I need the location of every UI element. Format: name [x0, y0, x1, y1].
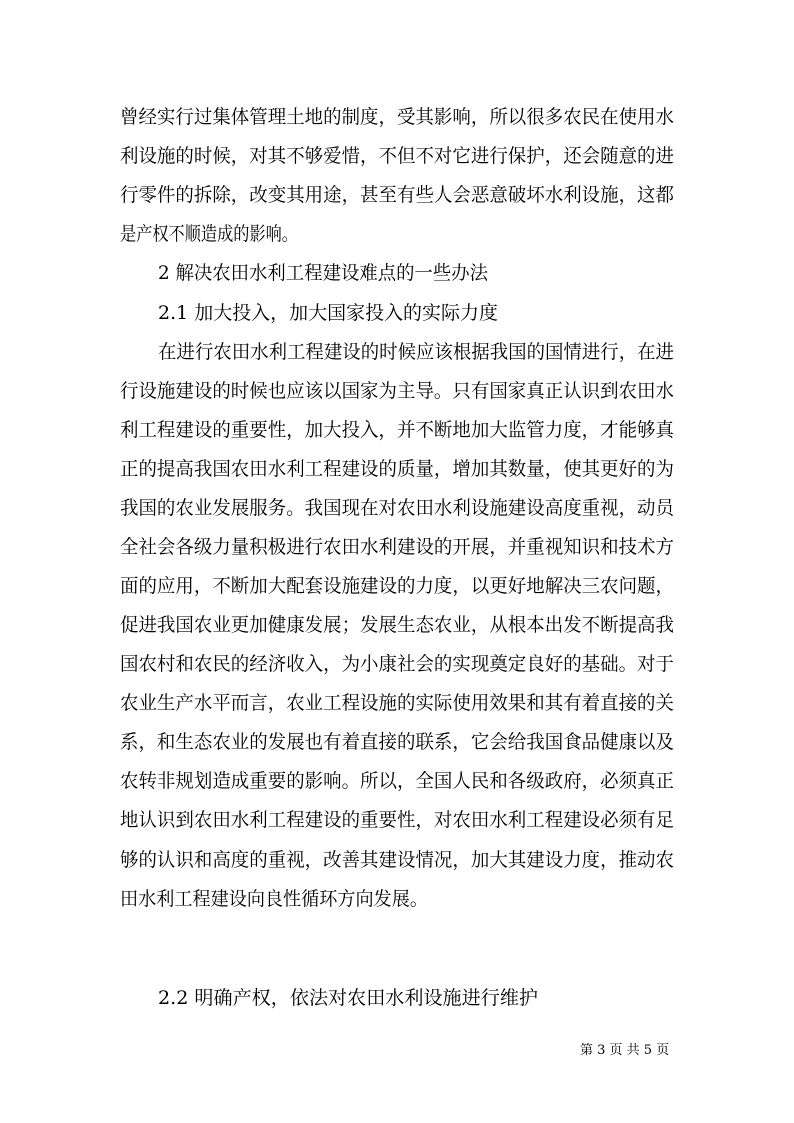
text-line-content: 行设施建设的时候也应该以国家为主导。只有国家真正认识到农田水 — [120, 380, 674, 402]
text-line-content: 曾经实行过集体管理土地的制度，受其影响，所以很多农民在使用水 — [120, 106, 674, 128]
text-line-content: 行零件的拆除，改变其用途，甚至有些人会恶意破坏水利设施，这都 — [120, 184, 674, 206]
text-line-content: 地认识到农田水利工程建设的重要性，对农田水利工程建设必须有足 — [120, 809, 674, 831]
text-line-content: 系，和生态农业的发展也有着直接的联系，它会给我国食品健康以及 — [120, 731, 674, 753]
text-line-content: 2 解决农田水利工程建设难点的一些办法 — [158, 262, 488, 284]
text-line-content: 国农村和农民的经济收入，为小康社会的实现奠定良好的基础。对于 — [120, 653, 674, 675]
text-line-content: 田水利工程建设向良性循环方向发展。 — [120, 888, 428, 910]
page-footer: 第 3 页 共 5 页 — [580, 1043, 670, 1058]
text-line-content: 正的提高我国农田水利工程建设的质量，增加其数量，使其更好的为 — [120, 458, 674, 480]
text-line-content: 利设施的时候，对其不够爱惜，不但不对它进行保护，还会随意的进 — [120, 145, 674, 167]
text-line-content: 全社会各级力量积极进行农田水利建设的开展，并重视知识和技术方 — [120, 536, 674, 558]
text-line-content: 农转非规划造成重要的影响。所以，全国人民和各级政府，必须真正 — [120, 770, 674, 792]
text-line-content: 我国的农业发展服务。我国现在对农田水利设施建设高度重视，动员 — [120, 497, 674, 519]
text-line-content: 面的应用，不断加大配套设施建设的力度，以更好地解决三农问题， — [120, 575, 674, 597]
text-line-content: 是产权不顺造成的影响。 — [120, 223, 298, 245]
text-line-content: 2.1 加大投入，加大国家投入的实际力度 — [158, 302, 498, 324]
text-line-content: 农业生产水平而言，农业工程设施的实际使用效果和其有着直接的关 — [120, 692, 674, 714]
text-line-content: 在进行农田水利工程建设的时候应该根据我国的国情进行，在进 — [158, 341, 675, 363]
text-line-content: 促进我国农业更加健康发展；发展生态农业，从根本出发不断提高我 — [120, 614, 674, 636]
text-line-content: 够的认识和高度的重视，改善其建设情况，加大其建设力度，推动农 — [120, 849, 674, 871]
text-line-content: 2.2 明确产权，依法对农田水利设施进行维护 — [158, 987, 539, 1009]
text-line-content: 利工程建设的重要性，加大投入，并不断地加大监管力度，才能够真 — [120, 419, 674, 441]
